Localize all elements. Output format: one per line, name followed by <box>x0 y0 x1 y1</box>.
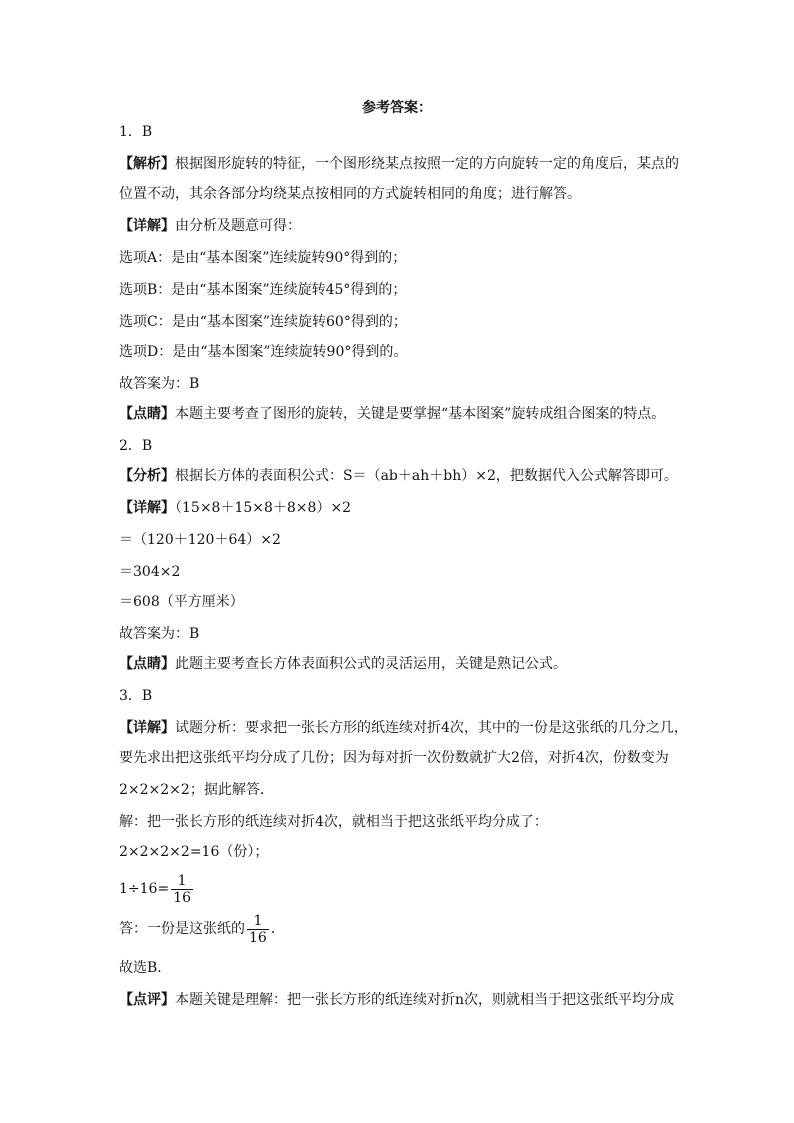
q2-detail-tag: 【详解】 <box>119 500 175 516</box>
q2-step-3: ＝304×2 <box>119 564 181 580</box>
q1-analysis-line-2: 位置不动，其余各部分均绕某点按相同的方式旋转相同的角度；进行解答。 <box>119 186 581 202</box>
q1-option-b: 选项B：是由“基本图案”连续旋转45°得到的； <box>119 282 407 298</box>
q3-calc-1: 2×2×2×2=16（份）； <box>119 844 269 860</box>
q1-analysis-line-1 <box>119 154 699 174</box>
q1-option-c: 选项C：是由“基本图案”连续旋转60°得到的； <box>119 314 407 330</box>
q3-answer-statement <box>119 912 699 946</box>
q1-analysis-text: 根据图形旋转的特征，一个图形绕某点按照一定的方向旋转一定的角度后，某点的 <box>175 156 679 172</box>
q2-step-4: ＝608（平方厘米） <box>119 594 244 610</box>
q3-calc-2 <box>119 872 699 906</box>
q1-detail <box>119 216 699 236</box>
q3-comment <box>119 990 699 1010</box>
q3-answer-fraction <box>247 913 269 946</box>
q2-step-1-text: （15×8＋15×8＋8×8）×2 <box>175 500 352 516</box>
q3-detail-line-1 <box>119 718 699 738</box>
q3-answer-prefix: 答：一份是这张纸的 <box>119 921 245 937</box>
q3-fraction-denominator: 16 <box>173 889 192 906</box>
q1-comment-text: 本题主要考查了图形的旋转，关键是要掌握“基本图案”旋转成组合图案的特点。 <box>175 406 666 422</box>
q3-fraction <box>171 873 193 906</box>
q3-answer-fraction-denominator: 16 <box>249 929 267 946</box>
q1-answer: 1．B <box>119 124 153 140</box>
q3-detail-line-2: 要先求出把这张纸平均分成了几份；因为每对折一次份数就扩大2倍，对折4次，份数变为 <box>119 750 669 766</box>
q3-answer-suffix: ． <box>270 921 285 937</box>
q2-answer: 2．B <box>119 438 153 454</box>
q1-conclusion: 故答案为：B <box>119 376 200 392</box>
q2-comment <box>119 654 699 674</box>
q3-detail-tag: 【详解】 <box>119 720 175 736</box>
q1-option-a: 选项A：是由“基本图案”连续旋转90°得到的； <box>119 250 407 266</box>
q3-fraction-numerator: 1 <box>171 873 193 890</box>
q1-analysis-tag: 【解析】 <box>119 156 175 172</box>
q3-comment-tag: 【点评】 <box>119 992 175 1008</box>
q3-comment-text: 本题关键是理解：把一张长方形的纸连续对折n次，则就相当于把这张纸平均分成 <box>175 992 675 1008</box>
q2-step-2: ＝（120＋120＋64）×2 <box>119 532 281 548</box>
q3-calc-2-prefix: 1÷16= <box>119 881 170 897</box>
q2-comment-tag: 【点睛】 <box>119 656 175 672</box>
q3-conclusion: 故选B． <box>119 960 172 976</box>
q1-option-d: 选项D：是由“基本图案”连续旋转90°得到的。 <box>119 344 408 360</box>
q2-analysis-text: 根据长方体的表面积公式：S＝（ab＋ah＋bh）×2，把数据代入公式解答即可。 <box>175 468 678 484</box>
q3-detail-line-3: 2×2×2×2；据此解答． <box>119 782 274 798</box>
q3-answer-fraction-numerator: 1 <box>247 913 269 930</box>
q1-comment <box>119 404 699 424</box>
q3-detail-text-1: 试题分析：要求把一张长方形的纸连续对折4次，其中的一份是这张纸的几分之几， <box>175 720 688 736</box>
q1-comment-tag: 【点睛】 <box>119 406 175 422</box>
q2-conclusion: 故答案为：B <box>119 626 200 642</box>
q3-solution: 解：把一张长方形的纸连续对折4次，就相当于把这张纸平均分成了： <box>119 814 548 830</box>
q1-detail-tag: 【详解】 <box>119 218 175 234</box>
q3-answer: 3．B <box>119 688 153 704</box>
q2-analysis <box>119 466 699 486</box>
page-title: 参考答案： <box>362 100 432 116</box>
q2-comment-text: 此题主要考查长方体表面积公式的灵活运用，关键是熟记公式。 <box>175 656 567 672</box>
q2-analysis-tag: 【分析】 <box>119 468 175 484</box>
q2-detail-step-1 <box>119 498 699 518</box>
q1-detail-text: 由分析及题意可得： <box>175 218 301 234</box>
